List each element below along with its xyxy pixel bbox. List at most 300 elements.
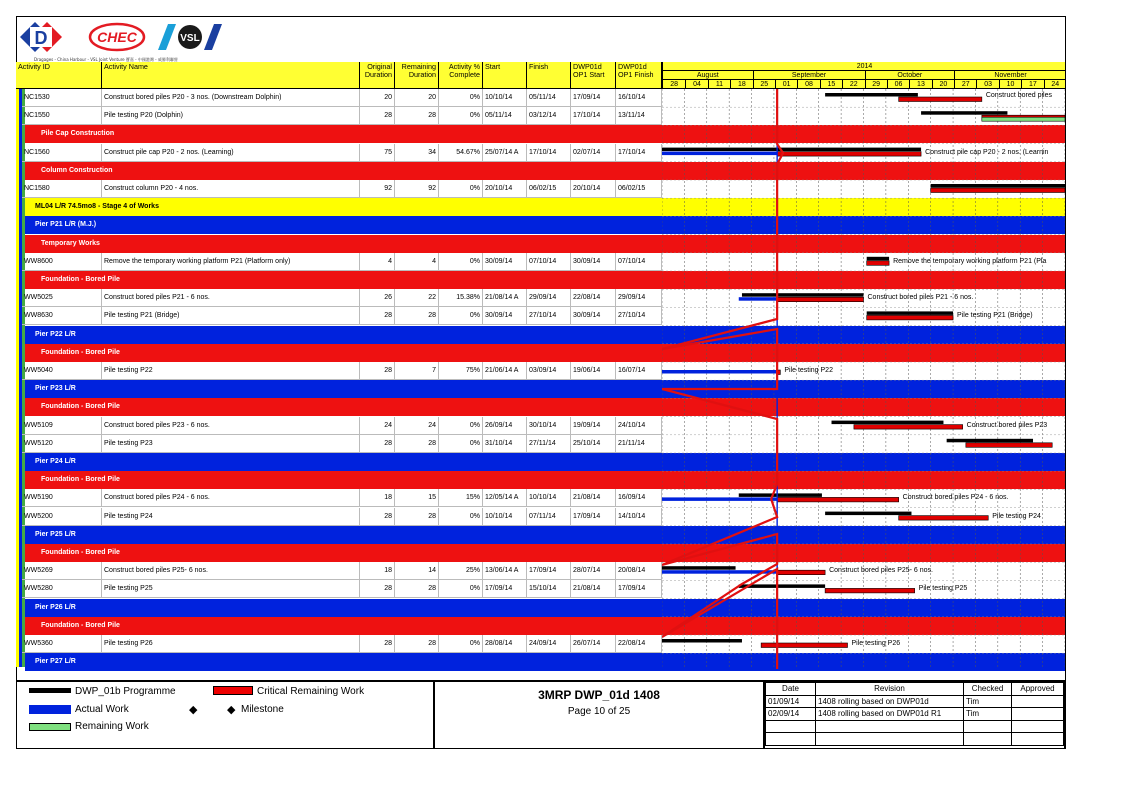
cell-start: 05/11/14 <box>483 107 527 125</box>
cell-rd: 92 <box>395 180 439 198</box>
timeline-week: 25 <box>753 80 775 88</box>
critical-remaining-bar <box>825 588 915 593</box>
cell-id: WW5190 <box>22 489 102 507</box>
actual-bar <box>662 497 777 501</box>
cell-pct: 54.67% <box>439 144 483 162</box>
cell-pct: 0% <box>439 107 483 125</box>
timeline-month: September <box>753 71 865 79</box>
wbs-band-red[interactable] <box>25 617 662 635</box>
cell-name: Pile testing P23 <box>102 435 360 453</box>
wbs-label: Foundation - Bored Pile <box>41 476 120 484</box>
cell-rd: 22 <box>395 289 439 307</box>
gantt-chart <box>662 89 1065 669</box>
timeline-week: 17 <box>1021 80 1043 88</box>
legend-actual-label: Actual Work <box>75 704 129 715</box>
col-activity-pct[interactable]: Activity % Complete <box>439 62 483 89</box>
cell-rd: 24 <box>395 417 439 435</box>
timeline-year-row <box>662 62 1065 71</box>
activity-row[interactable] <box>25 307 662 325</box>
cell-finish: 27/10/14 <box>527 307 571 325</box>
programme-bar <box>867 257 889 261</box>
rev-approved <box>1012 708 1064 721</box>
activity-row[interactable] <box>25 562 662 580</box>
cell-s1: 21/08/14 <box>571 489 616 507</box>
cell-f1: 07/10/14 <box>616 253 662 271</box>
col-op1-start[interactable]: DWP01d OP1 Start <box>571 62 616 89</box>
bar-label: Pile testing P22 <box>784 367 833 374</box>
wbs-label: Foundation - Bored Pile <box>41 348 120 356</box>
cell-name: Pile testing P24 <box>102 508 360 526</box>
timeline-month-row <box>662 71 1065 80</box>
cell-f1: 17/09/14 <box>616 580 662 598</box>
cell-rd: 28 <box>395 508 439 526</box>
cell-name: Pile testing P25 <box>102 580 360 598</box>
cell-finish: 10/10/14 <box>527 489 571 507</box>
rev-text: 1408 rolling based on DWP01d <box>816 695 964 708</box>
cell-rd: 15 <box>395 489 439 507</box>
rev-date: 01/09/14 <box>766 695 816 708</box>
cell-rd: 28 <box>395 635 439 653</box>
document-title: 3MRP DWP_01d 1408 <box>538 688 660 702</box>
svg-text:D: D <box>34 28 48 48</box>
cell-rd: 34 <box>395 144 439 162</box>
cell-id: NC1550 <box>22 107 102 125</box>
critical-remaining-bar <box>777 497 899 502</box>
cell-id: NC1560 <box>22 144 102 162</box>
timeline-week: 08 <box>797 80 819 88</box>
cell-finish: 03/12/14 <box>527 107 571 125</box>
cell-finish: 30/10/14 <box>527 417 571 435</box>
cell-finish: 17/09/14 <box>527 562 571 580</box>
wbs-label: Pier P21 L/R (M.J.) <box>35 221 97 229</box>
critical-remaining-bar <box>761 643 847 648</box>
legend-remaining-swatch <box>29 723 71 731</box>
activity-row[interactable] <box>25 580 662 598</box>
wbs-label: Pier P23 L/R <box>35 385 76 393</box>
wbs-band-red[interactable] <box>25 398 662 416</box>
legend-critical-swatch <box>213 686 253 695</box>
svg-text:CHEC: CHEC <box>97 29 137 45</box>
rev-header-date: Date <box>766 683 816 696</box>
bar-label: Pile testing P21 (Bridge) <box>957 312 1033 320</box>
wbs-band-blue[interactable] <box>25 326 662 344</box>
cell-s1: 19/09/14 <box>571 417 616 435</box>
activity-row[interactable] <box>25 144 662 162</box>
cell-od: 28 <box>360 580 395 598</box>
cell-s1: 17/09/14 <box>571 508 616 526</box>
col-activity-name[interactable]: Activity Name <box>102 62 360 89</box>
cell-pct: 0% <box>439 89 483 107</box>
timeline-week: 10 <box>999 80 1021 88</box>
programme-bar <box>931 184 1065 188</box>
col-original-duration[interactable]: Original Duration <box>360 62 395 89</box>
legend-remaining-label: Remaining Work <box>75 721 149 732</box>
cell-od: 28 <box>360 508 395 526</box>
page-number: Page 10 of 25 <box>567 706 631 717</box>
critical-remaining-bar <box>931 188 1065 193</box>
critical-remaining-bar <box>777 570 825 575</box>
critical-remaining-bar <box>899 516 989 521</box>
revision-row-empty <box>766 720 1064 733</box>
cell-finish: 27/11/14 <box>527 435 571 453</box>
vsl-logo <box>154 22 226 52</box>
cell-f1: 16/07/14 <box>616 362 662 380</box>
cell-rd: 28 <box>395 580 439 598</box>
bar-label: Construct bored piles P24 - 6 nos. <box>902 494 1009 502</box>
cell-start: 10/10/14 <box>483 89 527 107</box>
timeline-week: 01 <box>775 80 797 88</box>
bar-label: Construct bored piles P25- 6 nos. <box>829 567 933 575</box>
cell-finish: 07/11/14 <box>527 508 571 526</box>
wbs-band-blue[interactable] <box>25 380 662 398</box>
cell-start: 30/09/14 <box>483 307 527 325</box>
cell-start: 25/07/14 A <box>483 144 527 162</box>
cell-name: Construct column P20 - 4 nos. <box>102 180 360 198</box>
cell-start: 26/09/14 <box>483 417 527 435</box>
programme-bar <box>662 566 736 570</box>
cell-od: 92 <box>360 180 395 198</box>
rev-header-revision: Revision <box>816 683 964 696</box>
cell-s1: 17/09/14 <box>571 89 616 107</box>
cell-s1: 26/07/14 <box>571 635 616 653</box>
timeline-month: October <box>865 71 955 79</box>
cell-id: NC1580 <box>22 180 102 198</box>
programme-bar <box>739 493 822 497</box>
cell-od: 20 <box>360 89 395 107</box>
title-block <box>434 680 764 749</box>
svg-text:VSL: VSL <box>180 33 200 44</box>
wbs-band-red[interactable] <box>25 471 662 489</box>
bar-label: Construct bored piles <box>985 92 1052 99</box>
wbs-label: Pier P24 L/R <box>35 458 76 465</box>
timeline-week: 20 <box>932 80 954 88</box>
cell-pct: 0% <box>439 307 483 325</box>
legend-milestone-label: Milestone <box>241 704 284 715</box>
dragages-logo <box>20 22 62 52</box>
rev-header-checked: Checked <box>964 683 1012 696</box>
timeline-year: 2014 <box>856 63 873 70</box>
cell-rd: 7 <box>395 362 439 380</box>
wbs-band-blue[interactable] <box>25 453 662 471</box>
cell-finish: 29/09/14 <box>527 289 571 307</box>
cell-id: WW5269 <box>22 562 102 580</box>
legend-milestone-icon-b: ◆ <box>227 704 236 716</box>
bar-label: Remove the temporary working platform P21 (Pla <box>893 257 1047 265</box>
chec-logo <box>88 22 146 52</box>
bar-label: Pile testing P24 <box>992 512 1041 520</box>
bar-label: Construct bored piles P21 - 6 nos. <box>867 294 974 302</box>
cell-f1: 27/10/14 <box>616 307 662 325</box>
critical-remaining-bar <box>867 261 889 266</box>
col-op1-finish[interactable]: DWP01d OP1 Finish <box>616 62 662 89</box>
cell-s1: 20/10/14 <box>571 180 616 198</box>
cell-f1: 16/10/14 <box>616 89 662 107</box>
actual-bar <box>662 152 777 156</box>
timeline-week: 29 <box>865 80 887 88</box>
cell-finish: 07/10/14 <box>527 253 571 271</box>
timeline-week: 27 <box>954 80 976 88</box>
col-activity-id[interactable]: Activity ID <box>16 62 102 89</box>
programme-bar <box>662 148 921 152</box>
revision-header-row <box>766 683 1064 696</box>
timeline-week-row <box>662 80 1065 89</box>
cell-start: 10/10/14 <box>483 508 527 526</box>
cell-pct: 0% <box>439 417 483 435</box>
actual-bar <box>739 297 777 301</box>
programme-bar <box>867 311 953 315</box>
activity-row[interactable] <box>25 435 662 453</box>
cell-od: 18 <box>360 489 395 507</box>
timeline-week: 18 <box>730 80 752 88</box>
wbs-label: Pier P22 L/R <box>35 330 76 338</box>
col-remaining-duration[interactable]: Remaining Duration <box>395 62 439 89</box>
activity-row[interactable] <box>25 107 662 125</box>
cell-id: WW8630 <box>22 307 102 325</box>
cell-od: 75 <box>360 144 395 162</box>
cell-pct: 0% <box>439 580 483 598</box>
cell-s1: 28/07/14 <box>571 562 616 580</box>
revision-table <box>764 680 1065 749</box>
cell-f1: 17/10/14 <box>616 144 662 162</box>
cell-rd: 28 <box>395 307 439 325</box>
cell-start: 31/10/14 <box>483 435 527 453</box>
wbs-label: Foundation - Bored Pile <box>41 403 120 411</box>
cell-name: Construct bored piles P23 - 6 nos. <box>102 417 360 435</box>
cell-finish: 03/09/14 <box>527 362 571 380</box>
cell-finish: 05/11/14 <box>527 89 571 107</box>
programme-bar <box>742 293 864 297</box>
cell-id: WW5025 <box>22 289 102 307</box>
cell-start: 17/09/14 <box>483 580 527 598</box>
wbs-label: Pier P26 L/R <box>35 603 76 611</box>
cell-name: Pile testing P21 (Bridge) <box>102 307 360 325</box>
cell-s1: 30/09/14 <box>571 253 616 271</box>
wbs-label: Temporary Works <box>41 239 100 247</box>
programme-bar <box>921 111 1007 115</box>
cell-name: Construct bored piles P25- 6 nos. <box>102 562 360 580</box>
timeline-week: 03 <box>976 80 998 88</box>
rev-checked: Tim <box>964 708 1012 721</box>
cell-f1: 29/09/14 <box>616 289 662 307</box>
cell-s1: 21/08/14 <box>571 580 616 598</box>
cell-id: WW5200 <box>22 508 102 526</box>
wbs-band-red[interactable] <box>25 544 662 562</box>
cell-name: Remove the temporary working platform P21 (Platform only) <box>102 253 360 271</box>
cell-name: Construct bored piles P24 - 6 nos. <box>102 489 360 507</box>
wbs-band-red[interactable] <box>25 235 662 253</box>
cell-name: Construct bored piles P20 - 3 nos. (Downstream Dolphin) <box>102 89 360 107</box>
cell-od: 28 <box>360 435 395 453</box>
timeline-month: November <box>954 71 1066 79</box>
cell-name: Construct bored piles P21 - 6 nos. <box>102 289 360 307</box>
timeline-week: 04 <box>685 80 707 88</box>
cell-s1: 25/10/14 <box>571 435 616 453</box>
wbs-band-red[interactable] <box>25 162 662 180</box>
remaining-work-bar <box>982 117 1065 121</box>
revision-row <box>766 708 1064 721</box>
cell-s1: 17/10/14 <box>571 107 616 125</box>
cell-s1: 02/07/14 <box>571 144 616 162</box>
legend-milestone-icon-a: ◆ <box>189 704 198 716</box>
cell-f1: 14/10/14 <box>616 508 662 526</box>
cell-pct: 15% <box>439 489 483 507</box>
cell-start: 21/06/14 A <box>483 362 527 380</box>
timeline-week: 24 <box>1044 80 1066 88</box>
activity-row[interactable] <box>25 508 662 526</box>
timeline-week: 11 <box>708 80 730 88</box>
cell-f1: 06/02/15 <box>616 180 662 198</box>
col-finish[interactable]: Finish <box>527 62 571 89</box>
programme-bar <box>825 93 918 97</box>
revision-row-empty <box>766 733 1064 746</box>
critical-remaining-bar <box>777 297 863 302</box>
bar-label: Construct pile cap P20 - 2 nos. (Learnin <box>925 148 1049 156</box>
cell-id: WW5360 <box>22 635 102 653</box>
cell-od: 26 <box>360 289 395 307</box>
timeline-week: 28 <box>670 81 679 88</box>
cell-od: 28 <box>360 635 395 653</box>
programme-bar <box>825 512 911 515</box>
cell-rd: 28 <box>395 435 439 453</box>
cell-f1: 16/09/14 <box>616 489 662 507</box>
activity-row[interactable] <box>25 635 662 653</box>
cell-start: 20/10/14 <box>483 180 527 198</box>
cell-od: 4 <box>360 253 395 271</box>
cell-f1: 13/11/14 <box>616 107 662 125</box>
wbs-band-yellow[interactable] <box>25 198 662 216</box>
wbs-band-blue[interactable] <box>25 216 662 234</box>
cell-name: Pile testing P22 <box>102 362 360 380</box>
cell-s1: 19/06/14 <box>571 362 616 380</box>
wbs-band-red[interactable] <box>25 125 662 143</box>
col-start[interactable]: Start <box>483 62 527 89</box>
cell-f1: 21/11/14 <box>616 435 662 453</box>
activity-row[interactable] <box>25 180 662 198</box>
programme-bar <box>947 439 1033 443</box>
cell-rd: 28 <box>395 107 439 125</box>
cell-id: WW5280 <box>22 580 102 598</box>
critical-remaining-bar <box>777 152 921 157</box>
wbs-label: Column Construction <box>41 166 113 174</box>
critical-remaining-bar <box>966 443 1052 448</box>
cell-start: 30/09/14 <box>483 253 527 271</box>
wbs-label: Foundation - Bored Pile <box>41 276 120 283</box>
cell-name: Construct pile cap P20 - 2 nos. (Learning) <box>102 144 360 162</box>
programme-bar <box>832 421 944 425</box>
cell-rd: 14 <box>395 562 439 580</box>
wbs-label: Pier P25 L/R <box>35 530 76 538</box>
cell-f1: 20/08/14 <box>616 562 662 580</box>
legend <box>16 680 434 749</box>
cell-pct: 0% <box>439 435 483 453</box>
legend-programme-swatch <box>29 688 71 693</box>
logo-area <box>18 18 318 64</box>
wbs-band-blue[interactable] <box>25 653 662 671</box>
activity-row[interactable] <box>25 489 662 507</box>
rev-text: 1408 rolling based on DWP01d R1 <box>816 708 964 721</box>
bar-label: Pile testing P25 <box>918 585 968 593</box>
activity-row[interactable] <box>25 89 662 107</box>
cell-rd: 4 <box>395 253 439 271</box>
bar-label: Construct bored piles P23 <box>966 421 1048 429</box>
cell-pct: 0% <box>439 635 483 653</box>
cell-start: 13/06/14 A <box>483 562 527 580</box>
cell-name: Pile testing P20 (Dolphin) <box>102 107 360 125</box>
legend-critical-label: Critical Remaining Work <box>257 686 365 697</box>
rev-header-approved: Approved <box>1012 683 1064 696</box>
wbs-label: Pier P27 L/R <box>35 658 76 666</box>
cell-id: NC1530 <box>22 89 102 107</box>
cell-start: 12/05/14 A <box>483 489 527 507</box>
cell-id: WW5109 <box>22 417 102 435</box>
activity-row[interactable] <box>25 253 662 271</box>
wbs-label: Pile Cap Construction <box>41 130 115 138</box>
wbs-band-blue[interactable] <box>25 526 662 544</box>
wbs-label: ML04 L/R 74.5mo8 - Stage 4 of Works <box>35 203 159 211</box>
timeline-week: 22 <box>842 80 864 88</box>
cell-rd: 20 <box>395 89 439 107</box>
wbs-label: Foundation - Bored Pile <box>41 621 120 629</box>
activity-row[interactable] <box>25 289 662 307</box>
critical-remaining-bar <box>854 425 963 430</box>
activity-row[interactable] <box>25 362 662 380</box>
revision-row <box>766 695 1064 708</box>
cell-pct: 0% <box>439 180 483 198</box>
cell-od: 28 <box>360 362 395 380</box>
cell-f1: 24/10/14 <box>616 417 662 435</box>
critical-remaining-bar <box>899 97 982 102</box>
cell-pct: 25% <box>439 562 483 580</box>
wbs-band-blue[interactable] <box>25 599 662 617</box>
legend-programme-label: DWP_01b Programme <box>75 686 176 697</box>
cell-start: 28/08/14 <box>483 635 527 653</box>
cell-pct: 0% <box>439 508 483 526</box>
wbs-band-red[interactable] <box>25 271 662 289</box>
actual-bar <box>662 370 777 374</box>
logo-caption: Dragages - China Harbour - VSL Joint Venture 寶嘉 - 中國港灣 - 威勝利聯營 <box>34 57 178 62</box>
legend-actual-swatch <box>29 705 71 714</box>
cell-finish: 24/09/14 <box>527 635 571 653</box>
cell-pct: 15.38% <box>439 289 483 307</box>
cell-id: WW5120 <box>22 435 102 453</box>
wbs-band-red[interactable] <box>25 344 662 362</box>
cell-id: WW8600 <box>22 253 102 271</box>
cell-od: 24 <box>360 417 395 435</box>
cell-od: 28 <box>360 107 395 125</box>
cell-start: 21/08/14 A <box>483 289 527 307</box>
timeline-week: 13 <box>909 80 931 88</box>
cell-s1: 22/08/14 <box>571 289 616 307</box>
activity-row[interactable] <box>25 417 662 435</box>
cell-pct: 0% <box>439 253 483 271</box>
cell-pct: 75% <box>439 362 483 380</box>
rev-approved <box>1012 695 1064 708</box>
wbs-label: Foundation - Bored Pile <box>41 549 120 556</box>
timeline-month: August <box>696 72 719 79</box>
bar-label: Pile testing P26 <box>851 640 901 647</box>
cell-id: WW5040 <box>22 362 102 380</box>
rev-date: 02/09/14 <box>766 708 816 721</box>
programme-bar <box>662 639 742 643</box>
critical-remaining-bar <box>867 315 953 320</box>
cell-f1: 22/08/14 <box>616 635 662 653</box>
cell-s1: 30/09/14 <box>571 307 616 325</box>
cell-finish: 17/10/14 <box>527 144 571 162</box>
progress-line <box>662 89 783 669</box>
timeline-week: 15 <box>820 80 842 88</box>
cell-finish: 15/10/14 <box>527 580 571 598</box>
cell-od: 28 <box>360 307 395 325</box>
